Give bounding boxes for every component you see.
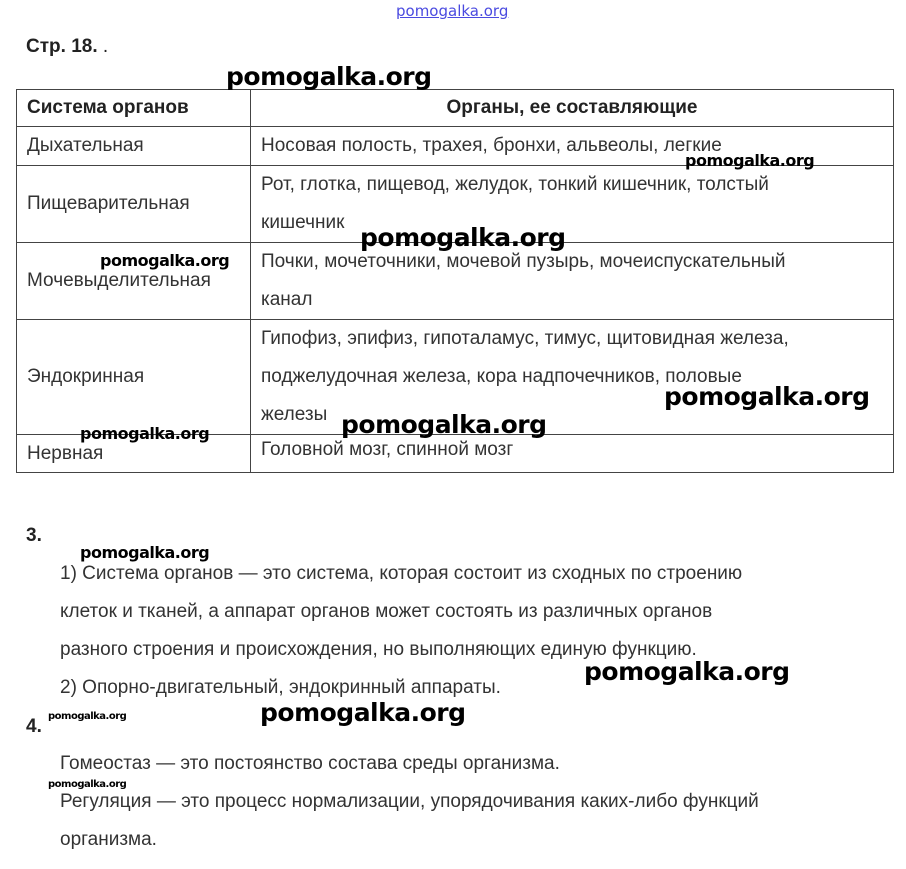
table-cell-organs (251, 435, 894, 473)
section-4-line: Гомеостаз — это постоянство состава среды организма. (60, 753, 560, 774)
table-cell-system: Эндокринная (17, 320, 251, 435)
table-cell-system: Дыхательная (17, 127, 251, 166)
table-cell-organs (251, 243, 894, 320)
page-heading (26, 36, 108, 58)
watermark: pomogalka.org (48, 711, 127, 722)
section-4-line: Регуляция — это процесс нормализации, упорядочивания каких-либо функций (60, 791, 759, 812)
table-cell-organs (251, 166, 894, 243)
watermark: pomogalka.org (80, 543, 210, 562)
table-header-row (17, 90, 894, 127)
watermark: pomogalka.org (48, 779, 127, 790)
watermark: pomogalka.org (584, 657, 790, 686)
section-3-line: разного строения и происхождения, но выполняющих единую функцию. (60, 639, 697, 660)
section-3-number: 3. (26, 525, 42, 546)
table-cell-system: Нервная (17, 435, 251, 473)
page-heading-suffix: . (102, 36, 109, 57)
section-4-line: организма. (60, 829, 157, 850)
table-cell-line: канал (261, 289, 313, 310)
table-cell-line: железы (261, 404, 328, 425)
watermark: pomogalka.org (341, 410, 547, 439)
page-heading-text: Стр. 18. (26, 36, 98, 57)
section-4-body (60, 745, 759, 859)
section-3-line: клеток и тканей, а аппарат органов может состоять из различных органов (60, 601, 713, 622)
section-3-line: 1) Система органов — это система, которая состоит из сходных по строению (60, 563, 743, 584)
watermark: pomogalka.org (360, 223, 566, 252)
table-cell-system: Пищеварительная (17, 166, 251, 243)
section-4-number: 4. (26, 716, 42, 737)
table-cell-system: Мочевыделительная (17, 243, 251, 320)
watermark: pomogalka.org (664, 382, 870, 411)
table-cell-line: поджелудочная железа, кора надпочечников, половые (261, 366, 742, 387)
watermark: pomogalka.org (80, 424, 210, 443)
table-cell-line: Гипофиз, эпифиз, гипоталамус, тимус, щитовидная железа, (261, 328, 789, 349)
table-cell-line: Почки, мочеточники, мочевой пузырь, мочеиспускательный (261, 251, 786, 272)
table-cell-line: Головной мозг, спинной мозг (261, 439, 514, 460)
section-3-line: 2) Опорно-двигательный, эндокринный аппараты. (60, 677, 501, 698)
table-cell-line: кишечник (261, 212, 345, 233)
table-cell-line: Рот, глотка, пищевод, желудок, тонкий кишечник, толстый (261, 174, 769, 195)
table-cell-line: Носовая полость, трахея, бронхи, альвеолы, легкие (261, 135, 722, 156)
watermark: pomogalka.org (260, 698, 466, 727)
watermark: pomogalka.org (226, 62, 432, 91)
watermark: pomogalka.org (100, 251, 230, 270)
watermark-top-link[interactable]: pomogalka.org (396, 2, 509, 20)
table-header-organs: Органы, ее составляющие (251, 90, 894, 127)
watermark: pomogalka.org (685, 151, 815, 170)
table-header-system: Система органов (17, 90, 251, 127)
